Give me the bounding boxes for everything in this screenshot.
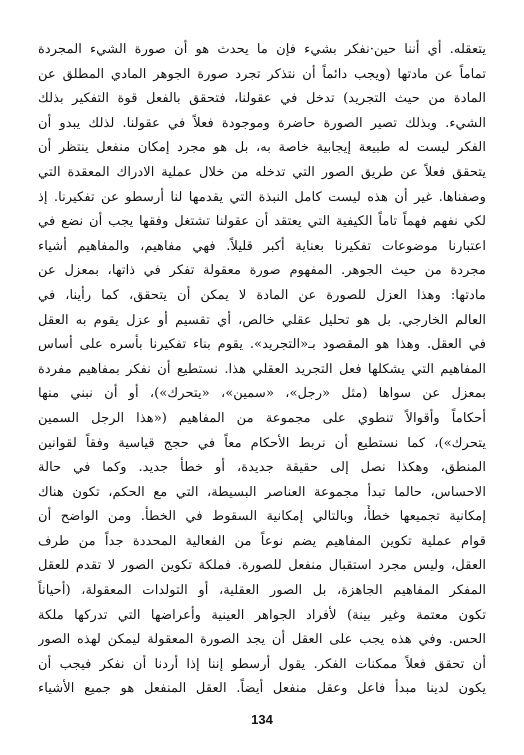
text-line: إمكانية تجميعها خطأً، وبالتالي إمكانية السقوط في الخطأ. ومن الواضح أن (38, 509, 486, 525)
text-line: يتحقق فعلاً عن طريق الصور التي تدخله من خلال عملية الادراك المعقدة التي (38, 164, 486, 180)
text-line: في العقل. وهذا هو المقصود بـ«التجريد». يقوم بناء تفكيرنا بأسره على أساس (38, 337, 486, 353)
text-line: المفكر المفاهيم الجاهزة، بل الصور العقلية، أو التولدات المعقولة، (أحياناً (38, 583, 486, 599)
text-line: الشيء. وبذلك تصير الصورة حاضرة وموجودة فعلاً في عقولنا. لذلك يبدو أن (38, 115, 486, 131)
text-line: الاحساس، حالما تبدأ مجموعة العناصر البسيطة، التي مع الحكم، تكون هناك (38, 484, 486, 500)
text-line: تماماً عن مادتها (ويجب دائماً أن نتذكر تجرد صورة الجوهر المادي المطلق عن (38, 66, 486, 82)
text-line: قوام عملية تكوين المفاهيم يضم نوعاً من الفعالية المحددة جداً من طرف (38, 533, 486, 549)
text-line: المنطق، وهكذا نصل إلى حقيقة جديدة، أو خطأ جديد. وكما في حالة (38, 460, 486, 476)
text-line: يتحرك»)، كما نستطيع أن نربط الأحكام معاً في حجج قياسية وفقاً لقوانين (38, 435, 486, 451)
text-line: مجردة من حيث الجوهر. المفهوم صورة معقولة تفكر في ذاتها، بمعزل عن (38, 263, 486, 279)
book-page (38, 38, 486, 728)
text-line: بمعزل عن سواها (مثل «رجل»، «سمين»، «يتحرك»)، أو أن نبني منها (38, 386, 486, 402)
text-line: اعتبارنا موضوعات تفكيرنا بعناية أكبر قليلاً. فهي مفاهيم، والمفاهيم أشياء (38, 238, 486, 254)
text-line: وصفناها. غير أن هذه ليست كامل النبذة التي يقدمها لنا أرسطو عن تفكيرنا. إذ (38, 189, 486, 205)
text-line: الحس. وفي هذه يجب على العقل أن يجد الصورة المعقولة ليمكن لهذه الصور (38, 632, 486, 648)
text-line: الفكر ليست له طبيعة إيجابية خاصة به، بل هو مجرد إمكان منفعل ينتظر أن (38, 140, 486, 156)
page-number: 134 (251, 712, 273, 727)
text-line: أن تحقق فعلاً ممكنات الفكر. يقول أرسطو إننا إذا أردنا أن نفكر فيجب أن (38, 656, 486, 672)
text-line: العقل، وليس مجرد استقبال منفعل للصورة. فملكة تكوين الصور لا تقدم للعقل (38, 558, 486, 574)
text-line: المفاهيم التي يشكلها فعل التجريد العقلي هذا. نستطيع أن نفكر بمفاهيم مفردة (38, 361, 486, 377)
text-line: مادتها: وهذا العزل للصورة عن المادة لا يمكن أن يتحقق، كما رأينا، في (38, 287, 486, 303)
text-line: المادة من حيث التجريد) تدخل في عقولنا، فتحقق بالفعل قوة التفكير بذلك (38, 91, 486, 107)
text-line: يتعقله. أي أننا حين·نفكر بشيء فإن ما يحدث هو أن صورة الشيء المجردة (38, 42, 486, 57)
text-line: يكون لدينا مبدأ فاعل وعقل منفعل أيضاً. العقل المنفعل هو جميع الأشياء (38, 681, 486, 697)
text-line: أحكاماً وأقوالاً تنطوي على مجموعة من المفاهيم («هذا الرجل السمين (38, 410, 486, 426)
body-text (38, 38, 486, 702)
text-line: العالم الخارجي. بل هو تحليل عقلي خالص، أي تقسيم أو عزل يقوم به العقل (38, 312, 486, 328)
text-line: لكي نفهم فهماً تاماً الكيفية التي يعتقد أن عقولنا تشتغل وفقها يجب أن نضع في (38, 214, 486, 230)
text-line: تكون معتمة وغير بينة) لأفراد الجواهر العينية وأعراضها التي تدركها ملكة (38, 607, 486, 623)
